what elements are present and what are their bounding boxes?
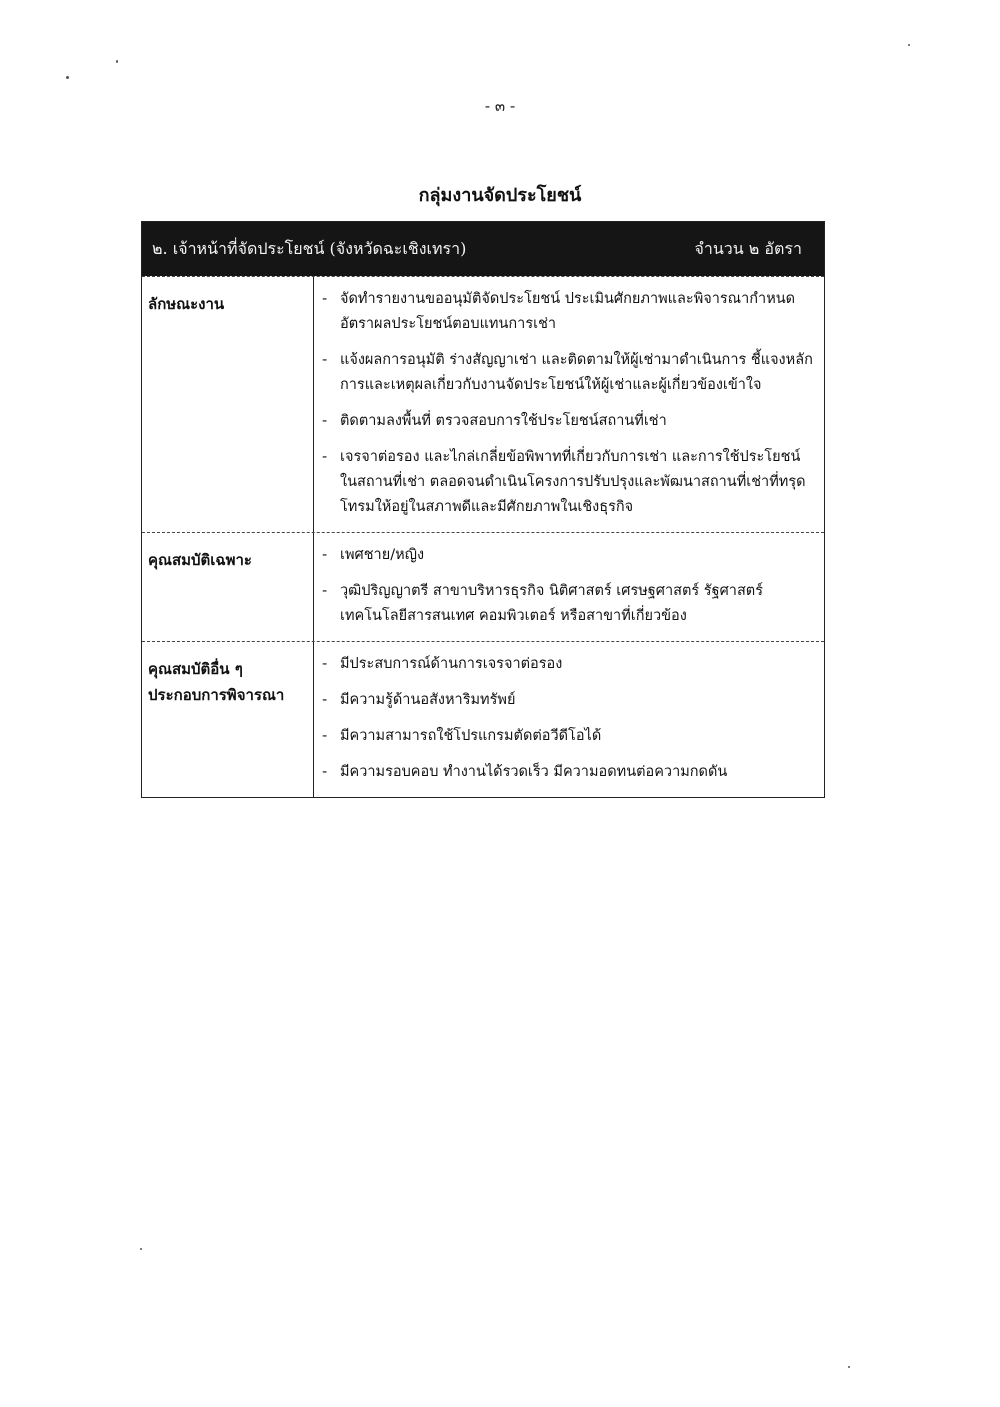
bullet-dash: - (322, 764, 328, 780)
list-item (322, 579, 814, 629)
section-title: กลุ่มงานจัดประโยชน์ (418, 185, 582, 206)
list-item-text: จัดทำรายงานขออนุมัติจัดประโยชน์ ประเมินศักยภาพและพิจารณากำหนดอัตราผลประโยชน์ตอบแทนการเช่า (340, 291, 796, 332)
bullet-dash: - (322, 583, 328, 599)
row-label: ลักษณะงาน (142, 277, 314, 532)
scan-speck (908, 44, 910, 46)
table-header (142, 222, 824, 276)
scan-speck (116, 60, 118, 63)
scan-speck (66, 76, 69, 79)
row-content (314, 533, 824, 641)
bullet-dash: - (322, 547, 328, 563)
list-item (322, 652, 814, 677)
list-item (322, 348, 814, 398)
list-item (322, 688, 814, 713)
row-label: คุณสมบัติเฉพาะ (142, 533, 314, 641)
page-number: - ๓ - (484, 97, 516, 115)
row-label: คุณสมบัติอื่น ๆ ประกอบการพิจารณา (142, 642, 314, 797)
list-item (322, 409, 814, 434)
list-item (322, 445, 814, 520)
bullet-dash: - (322, 352, 328, 368)
scan-speck (848, 1366, 850, 1368)
list-item-text: วุฒิปริญญาตรี สาขาบริหารธุรกิจ นิติศาสตร์ เศรษฐศาสตร์ รัฐศาสตร์ เทคโนโลยีสารสนเทศ คอมพิวเตอร์ หรือสาขาที่เกี่ยวข้อง (340, 583, 763, 624)
table-row-other-qualifications (142, 641, 824, 797)
job-description-table (141, 221, 825, 798)
list-item (322, 543, 814, 568)
headcount: จำนวน ๒ อัตรา (694, 238, 802, 258)
bullet-dash: - (322, 449, 328, 465)
bullet-dash: - (322, 413, 328, 429)
bullet-dash: - (322, 656, 328, 672)
row-content (314, 277, 824, 532)
bullet-dash: - (322, 728, 328, 744)
list-item-text: มีความสามารถใช้โปรแกรมตัดต่อวีดีโอได้ (340, 728, 602, 744)
scan-speck (140, 1248, 142, 1250)
bullet-dash: - (322, 692, 328, 708)
row-content (314, 642, 824, 797)
table-row-duties (142, 276, 824, 532)
list-item-text: เจรจาต่อรอง และไกล่เกลี่ยข้อพิพาทที่เกี่ยวกับการเช่า และการใช้ประโยชน์ในสถานที่เช่า ตลอดจนดำเนินโครงการปรับปรุงและพัฒนาสถานที่เช่าที่ทรุดโทรมให้อยู่ในสภาพดีและมีศักยภาพในเชิงธุรกิจ (340, 449, 806, 515)
list-item-text: มีความรู้ด้านอสังหาริมทรัพย์ (340, 692, 516, 708)
position-title: ๒. เจ้าหน้าที่จัดประโยชน์ (จังหวัดฉะเชิงเทรา) (152, 238, 467, 258)
list-item-text: ติดตามลงพื้นที่ ตรวจสอบการใช้ประโยชน์สถานที่เช่า (340, 413, 667, 429)
table-row-qualifications (142, 532, 824, 641)
list-item (322, 760, 814, 785)
bullet-dash: - (322, 291, 328, 307)
list-item-text: เพศชาย/หญิง (340, 547, 425, 563)
list-item-text: มีความรอบคอบ ทำงานได้รวดเร็ว มีความอดทนต่อความกดดัน (340, 764, 728, 780)
list-item-text: มีประสบการณ์ด้านการเจรจาต่อรอง (340, 656, 563, 672)
list-item (322, 287, 814, 337)
list-item-text: แจ้งผลการอนุมัติ ร่างสัญญาเช่า และติดตามให้ผู้เช่ามาดำเนินการ ชี้แจงหลักการและเหตุผลเกี่ยวกับงานจัดประโยชน์ให้ผู้เช่าและผู้เกี่ยวข้องเข้าใจ (340, 352, 813, 393)
list-item (322, 724, 814, 749)
